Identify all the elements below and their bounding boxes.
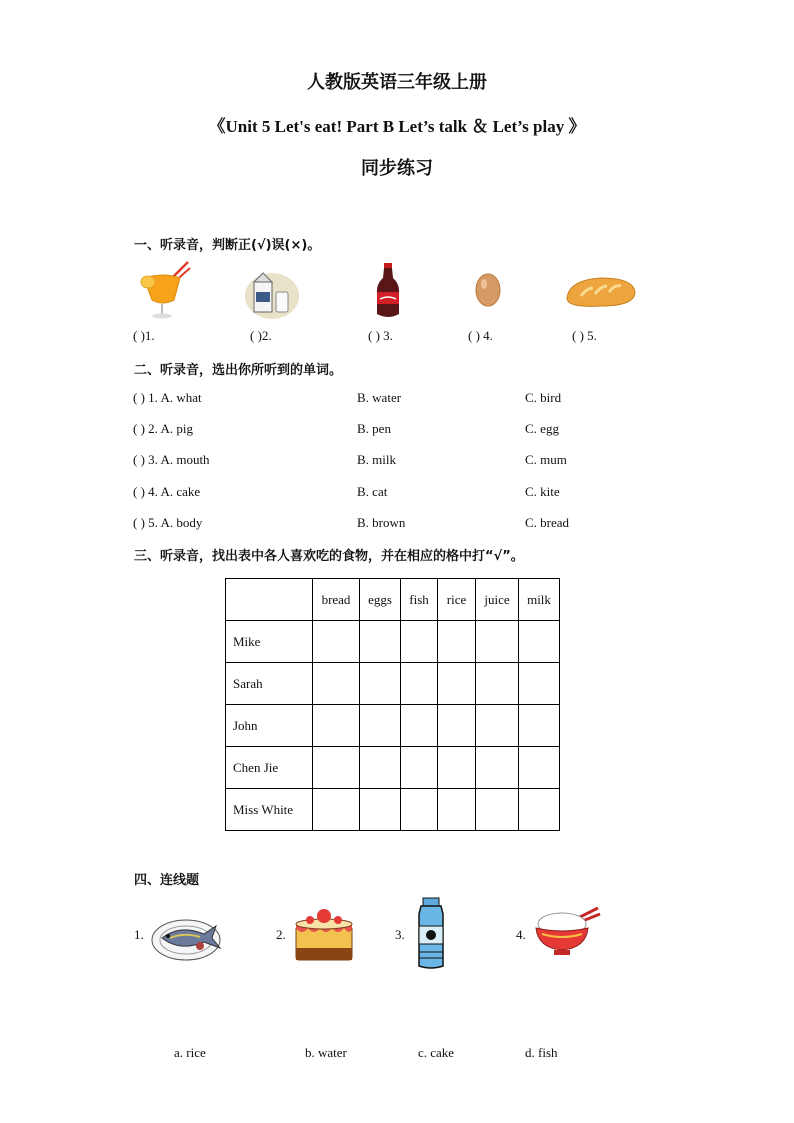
answer-blank-3[interactable]: ( ) 3. (368, 328, 393, 343)
check-cell[interactable] (476, 663, 519, 705)
word-option-a[interactable]: a. rice (174, 1045, 206, 1060)
answer-blank-5[interactable]: ( ) 5. (572, 328, 597, 343)
check-cell[interactable] (401, 789, 438, 831)
check-cell[interactable] (313, 663, 360, 705)
check-cell[interactable] (401, 621, 438, 663)
check-cell[interactable] (401, 705, 438, 747)
choice-row-5-c: C. bread (525, 515, 570, 530)
choice-row-4-b: B. cat (357, 484, 388, 499)
check-cell[interactable] (313, 621, 360, 663)
check-cell[interactable] (401, 663, 438, 705)
row-name: John (226, 705, 313, 747)
page-title: 人教版英语三年级上册 (307, 72, 487, 93)
milk-carton-icon (244, 268, 300, 325)
cola-bottle-icon (373, 262, 403, 325)
fish-plate-icon[interactable] (150, 906, 226, 969)
section3-heading: 三、听录音，找出表中各人喜欢吃的食物，并在相应的格中打“√”。 (134, 549, 524, 564)
row-name: Mike (226, 621, 313, 663)
check-cell[interactable] (360, 705, 401, 747)
table-row (226, 747, 560, 789)
check-cell[interactable] (360, 663, 401, 705)
column-header: eggs (360, 579, 401, 621)
table-row (226, 621, 560, 663)
column-header: milk (519, 579, 560, 621)
check-cell[interactable] (438, 621, 476, 663)
food-preference-table (225, 578, 560, 831)
cake-icon[interactable] (292, 904, 356, 969)
check-cell[interactable] (476, 705, 519, 747)
choice-row-2-a[interactable]: ( ) 2. A. pig (133, 421, 193, 436)
juice-glass-icon (138, 260, 194, 325)
row-name: Miss White (226, 789, 313, 831)
picture-number-1: 1. (134, 927, 144, 942)
choice-row-5-a[interactable]: ( ) 5. A. body (133, 515, 203, 530)
choice-row-1-c: C. bird (525, 390, 562, 405)
check-cell[interactable] (438, 747, 476, 789)
picture-number-2: 2. (276, 927, 286, 942)
row-name: Chen Jie (226, 747, 313, 789)
check-cell[interactable] (313, 789, 360, 831)
check-cell[interactable] (519, 621, 560, 663)
page-subtitle: 同步练习 (361, 158, 433, 179)
bread-loaf-icon (563, 274, 637, 315)
answer-blank-2[interactable]: ( )2. (250, 328, 272, 343)
rice-bowl-icon[interactable] (532, 904, 602, 965)
egg-icon (474, 270, 502, 313)
check-cell[interactable] (360, 747, 401, 789)
unit-title: 《Unit 5 Let's eat! Part B Let’s talk ＆ Let’s play 》 (208, 117, 586, 136)
check-cell[interactable] (519, 789, 560, 831)
check-cell[interactable] (519, 747, 560, 789)
column-header: juice (476, 579, 519, 621)
check-cell[interactable] (438, 789, 476, 831)
section1-heading: 一、听录音，判断正(√)误(×)。 (134, 238, 321, 253)
choice-row-4-a[interactable]: ( ) 4. A. cake (133, 484, 201, 499)
picture-number-4: 4. (516, 927, 526, 942)
check-cell[interactable] (438, 705, 476, 747)
check-cell[interactable] (519, 705, 560, 747)
column-header: fish (401, 579, 438, 621)
section2-heading: 二、听录音，选出你所听到的单词。 (134, 363, 343, 378)
column-header: bread (313, 579, 360, 621)
check-cell[interactable] (313, 747, 360, 789)
check-cell[interactable] (360, 789, 401, 831)
choice-row-3-c: C. mum (525, 452, 567, 467)
choice-row-4-c: C. kite (525, 484, 560, 499)
word-option-d[interactable]: d. fish (525, 1045, 558, 1060)
column-header: rice (438, 579, 476, 621)
choice-row-2-b: B. pen (357, 421, 391, 436)
check-cell[interactable] (476, 621, 519, 663)
table-header-row (226, 579, 560, 621)
table-row (226, 705, 560, 747)
row-name: Sarah (226, 663, 313, 705)
check-cell[interactable] (438, 663, 476, 705)
table-corner-cell (226, 579, 313, 621)
check-cell[interactable] (519, 663, 560, 705)
choice-row-2-c: C. egg (525, 421, 559, 436)
check-cell[interactable] (360, 621, 401, 663)
check-cell[interactable] (476, 747, 519, 789)
answer-blank-1[interactable]: ( )1. (133, 328, 155, 343)
choice-row-3-b: B. milk (357, 452, 397, 467)
check-cell[interactable] (401, 747, 438, 789)
word-option-b[interactable]: b. water (305, 1045, 347, 1060)
word-option-c[interactable]: c. cake (418, 1045, 455, 1060)
check-cell[interactable] (313, 705, 360, 747)
table-row (226, 789, 560, 831)
choice-row-5-b: B. brown (357, 515, 406, 530)
answer-blank-4[interactable]: ( ) 4. (468, 328, 493, 343)
check-cell[interactable] (476, 789, 519, 831)
choice-row-1-b: B. water (357, 390, 402, 405)
section4-heading: 四、连线题 (134, 873, 200, 888)
picture-number-3: 3. (395, 927, 405, 942)
water-bottle-icon[interactable] (412, 896, 450, 975)
choice-row-1-a[interactable]: ( ) 1. A. what (133, 390, 202, 405)
choice-row-3-a[interactable]: ( ) 3. A. mouth (133, 452, 210, 467)
table-row (226, 663, 560, 705)
